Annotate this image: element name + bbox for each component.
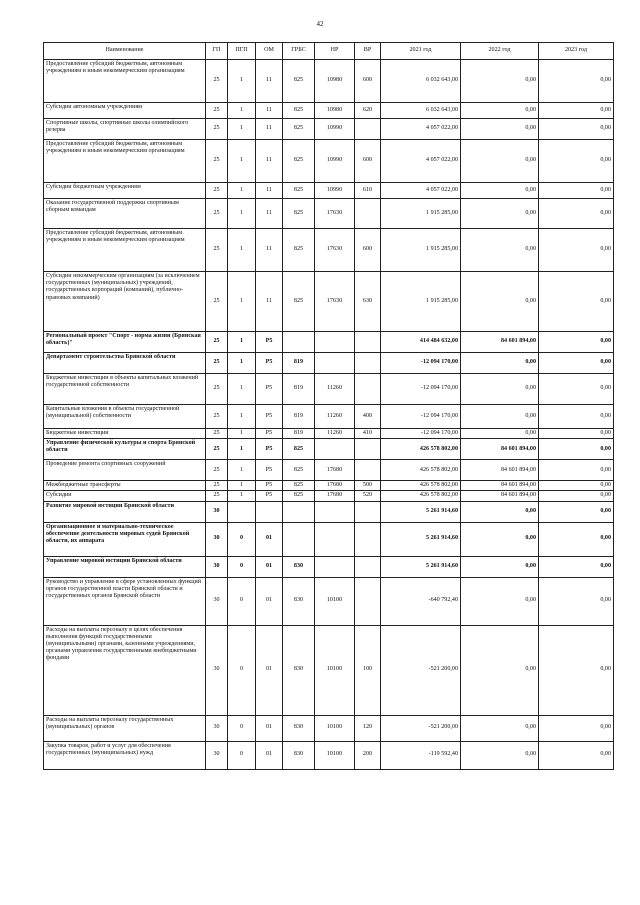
om-cell: 11 [256,199,283,229]
page-number: 42 [316,20,324,28]
row-name-cell: Субсидии [44,491,206,501]
amount-2022-cell: 0,00 [461,199,539,229]
amount-2023-cell: 0,00 [539,460,614,481]
row-name-cell: Организационное и материально-техническое обеспечение деятельности мировых судей Брянской области, их аппарата [44,522,206,556]
nr-cell: 10980 [315,103,355,119]
amount-2021-cell: 1 915 285,00 [381,199,461,229]
header-cell: ВР [355,43,381,60]
grbs-cell: 819 [283,374,315,405]
nr-cell: 17630 [315,229,355,272]
om-cell: P5 [256,439,283,460]
grbs-cell [283,522,315,556]
table-row [44,405,614,429]
amount-2021-cell: 4 057 022,00 [381,140,461,183]
amount-2021-cell: 5 261 914,60 [381,556,461,577]
row-name-cell: Расходы на выплаты персоналу в целях обеспечения выполнения функций государственными (муниципальными) органами, казенными учреждениями, органами управления государственными внебюджетными фондами [44,625,206,715]
row-name-cell: Развитие мировой юстиции Брянской области [44,501,206,522]
table-row [44,439,614,460]
nr-cell: 17680 [315,491,355,501]
gp-cell: 25 [206,199,228,229]
nr-cell: 10990 [315,183,355,199]
vr-cell: 610 [355,183,381,199]
amount-2022-cell: 0,00 [461,353,539,374]
amount-2021-cell: 426 578 802,00 [381,481,461,491]
amount-2021-cell: -640 792,40 [381,577,461,625]
vr-cell [355,199,381,229]
amount-2021-cell: 414 484 632,00 [381,332,461,353]
grbs-cell: 825 [283,460,315,481]
vr-cell: 400 [355,405,381,429]
grbs-cell: 819 [283,353,315,374]
nr-cell: 10990 [315,119,355,140]
row-name-cell: Руководство и управление в сфере установленных функций органов государственной власти Брянской области и государственных органов Брянской области [44,577,206,625]
nr-cell: 17630 [315,272,355,332]
nr-cell: 10980 [315,60,355,103]
table-body [44,60,614,770]
amount-2023-cell: 0,00 [539,60,614,103]
table-row [44,183,614,199]
om-cell: 11 [256,60,283,103]
amount-2022-cell: 0,00 [461,272,539,332]
amount-2023-cell: 0,00 [539,741,614,769]
vr-cell: 100 [355,625,381,715]
amount-2021-cell: -12 094 170,00 [381,405,461,429]
nr-cell: 17680 [315,481,355,491]
amount-2023-cell: 0,00 [539,501,614,522]
gp-cell: 30 [206,556,228,577]
row-name-cell: Бюджетные инвестиции в объекты капитальных вложений государственной собственности [44,374,206,405]
row-name-cell: Оказание государственной поддержки спортивным сборным командам [44,199,206,229]
table-row [44,103,614,119]
gp-cell: 25 [206,405,228,429]
pgp-cell: 0 [228,715,256,741]
nr-cell: 17680 [315,460,355,481]
om-cell: 01 [256,556,283,577]
gp-cell: 25 [206,140,228,183]
om-cell: 11 [256,229,283,272]
amount-2021-cell: 426 578 802,00 [381,460,461,481]
table-row [44,199,614,229]
gp-cell: 30 [206,522,228,556]
row-name-cell: Предоставление субсидий бюджетным, автономным учреждениям и иным некоммерческим организациям [44,60,206,103]
pgp-cell: 1 [228,460,256,481]
row-name-cell: Управление мировой юстиции Брянской области [44,556,206,577]
header-cell: ГП [206,43,228,60]
table-row [44,715,614,741]
amount-2022-cell: 0,00 [461,405,539,429]
gp-cell: 25 [206,374,228,405]
gp-cell: 30 [206,625,228,715]
vr-cell [355,460,381,481]
grbs-cell: 825 [283,140,315,183]
pgp-cell: 1 [228,183,256,199]
amount-2023-cell: 0,00 [539,556,614,577]
vr-cell: 600 [355,229,381,272]
om-cell: P5 [256,332,283,353]
nr-cell [315,522,355,556]
nr-cell: 10100 [315,625,355,715]
row-name-cell: Спортивные школы, спортивные школы олимпийского резерва [44,119,206,140]
grbs-cell: 819 [283,405,315,429]
amount-2021-cell: 5 261 914,60 [381,522,461,556]
row-name-cell: Расходы на выплаты персоналу государственных (муниципальных) органов [44,715,206,741]
amount-2021-cell: 4 057 022,00 [381,183,461,199]
grbs-cell: 825 [283,491,315,501]
amount-2023-cell: 0,00 [539,183,614,199]
nr-cell: 17630 [315,199,355,229]
table-row [44,491,614,501]
amount-2021-cell: 6 032 643,00 [381,60,461,103]
nr-cell: 10990 [315,140,355,183]
amount-2023-cell: 0,00 [539,119,614,140]
table-row [44,119,614,140]
om-cell [256,501,283,522]
amount-2023-cell: 0,00 [539,715,614,741]
gp-cell: 30 [206,741,228,769]
grbs-cell [283,332,315,353]
header-cell: ОМ [256,43,283,60]
om-cell: 11 [256,272,283,332]
om-cell: 11 [256,140,283,183]
amount-2022-cell: 0,00 [461,522,539,556]
table-row [44,140,614,183]
budget-table [43,42,614,770]
amount-2021-cell: -119 592,40 [381,741,461,769]
amount-2022-cell: 0,00 [461,374,539,405]
header-cell: Наименование [44,43,206,60]
amount-2022-cell: 0,00 [461,556,539,577]
gp-cell: 25 [206,353,228,374]
table-row [44,374,614,405]
pgp-cell: 0 [228,556,256,577]
amount-2022-cell: 0,00 [461,229,539,272]
amount-2023-cell: 0,00 [539,374,614,405]
amount-2021-cell: -521 200,00 [381,715,461,741]
amount-2021-cell: 4 057 022,00 [381,119,461,140]
amount-2021-cell: -521 200,00 [381,625,461,715]
vr-cell [355,374,381,405]
nr-cell: 11260 [315,405,355,429]
nr-cell [315,556,355,577]
grbs-cell: 830 [283,741,315,769]
amount-2023-cell: 0,00 [539,577,614,625]
pgp-cell: 1 [228,103,256,119]
gp-cell: 25 [206,60,228,103]
pgp-cell: 1 [228,429,256,439]
row-name-cell: Субсидии автономным учреждениям [44,103,206,119]
pgp-cell: 1 [228,272,256,332]
row-name-cell: Субсидии бюджетным учреждениям [44,183,206,199]
header-cell: 2023 год [539,43,614,60]
gp-cell: 25 [206,481,228,491]
pgp-cell: 1 [228,374,256,405]
vr-cell: 600 [355,140,381,183]
nr-cell: 10100 [315,715,355,741]
vr-cell [355,353,381,374]
amount-2022-cell: 84 601 894,00 [461,332,539,353]
pgp-cell: 1 [228,199,256,229]
amount-2023-cell: 0,00 [539,439,614,460]
vr-cell: 600 [355,60,381,103]
gp-cell: 25 [206,272,228,332]
grbs-cell: 830 [283,556,315,577]
pgp-cell [228,501,256,522]
vr-cell: 200 [355,741,381,769]
amount-2022-cell: 0,00 [461,140,539,183]
pgp-cell: 1 [228,353,256,374]
amount-2023-cell: 0,00 [539,332,614,353]
gp-cell: 30 [206,715,228,741]
table-row [44,272,614,332]
amount-2022-cell: 84 601 894,00 [461,491,539,501]
om-cell: 01 [256,522,283,556]
om-cell: P5 [256,353,283,374]
grbs-cell: 825 [283,119,315,140]
header-cell: 2021 год [381,43,461,60]
header-cell: 2022 год [461,43,539,60]
grbs-cell: 825 [283,229,315,272]
amount-2021-cell: 1 915 285,00 [381,229,461,272]
table-row [44,429,614,439]
amount-2023-cell: 0,00 [539,429,614,439]
pgp-cell: 1 [228,332,256,353]
pgp-cell: 1 [228,229,256,272]
table-row [44,229,614,272]
vr-cell [355,577,381,625]
amount-2023-cell: 0,00 [539,229,614,272]
amount-2023-cell: 0,00 [539,405,614,429]
pgp-cell: 1 [228,405,256,429]
row-name-cell: Бюджетные инвестиции [44,429,206,439]
row-name-cell: Управление физической культуры и спорта Брянской области [44,439,206,460]
om-cell: 01 [256,715,283,741]
amount-2023-cell: 0,00 [539,140,614,183]
amount-2022-cell: 0,00 [461,183,539,199]
pgp-cell: 1 [228,140,256,183]
vr-cell: 120 [355,715,381,741]
amount-2021-cell: -12 094 170,00 [381,374,461,405]
header-row [44,43,614,60]
om-cell: P5 [256,491,283,501]
amount-2022-cell: 0,00 [461,429,539,439]
vr-cell: 620 [355,103,381,119]
amount-2023-cell: 0,00 [539,491,614,501]
row-name-cell: Субсидии некоммерческим организациям (за исключением государственных (муниципальных) учреждений, государственных корпораций (компаний), публично-правовых компаний) [44,272,206,332]
grbs-cell: 825 [283,481,315,491]
vr-cell: 630 [355,272,381,332]
row-name-cell: Закупка товаров, работ и услуг для обеспечения государственных (муниципальных) нужд [44,741,206,769]
pgp-cell: 1 [228,439,256,460]
amount-2022-cell: 0,00 [461,577,539,625]
gp-cell: 25 [206,491,228,501]
amount-2023-cell: 0,00 [539,353,614,374]
table-row [44,556,614,577]
table-row [44,460,614,481]
table-row [44,522,614,556]
amount-2023-cell: 0,00 [539,481,614,491]
grbs-cell: 830 [283,715,315,741]
om-cell: 01 [256,741,283,769]
gp-cell: 25 [206,429,228,439]
pgp-cell: 0 [228,625,256,715]
pgp-cell: 0 [228,741,256,769]
row-name-cell: Департамент строительства Брянской области [44,353,206,374]
row-name-cell: Капитальные вложения в объекты государственной (муниципальной) собственности [44,405,206,429]
grbs-cell: 825 [283,103,315,119]
amount-2023-cell: 0,00 [539,272,614,332]
vr-cell: 410 [355,429,381,439]
om-cell: 01 [256,625,283,715]
header-cell: НР [315,43,355,60]
pgp-cell: 1 [228,119,256,140]
amount-2022-cell: 0,00 [461,103,539,119]
amount-2022-cell: 0,00 [461,715,539,741]
amount-2022-cell: 0,00 [461,741,539,769]
table-row [44,353,614,374]
grbs-cell: 825 [283,60,315,103]
table-row [44,501,614,522]
row-name-cell: Проведение ремонта спортивных сооружений [44,460,206,481]
om-cell: 11 [256,183,283,199]
header-cell: ГРБС [283,43,315,60]
gp-cell: 25 [206,103,228,119]
om-cell: P5 [256,481,283,491]
amount-2023-cell: 0,00 [539,625,614,715]
amount-2023-cell: 0,00 [539,522,614,556]
om-cell: P5 [256,405,283,429]
amount-2021-cell: 6 032 643,00 [381,103,461,119]
amount-2022-cell: 84 601 894,00 [461,481,539,491]
grbs-cell: 825 [283,272,315,332]
amount-2022-cell: 0,00 [461,501,539,522]
vr-cell [355,522,381,556]
nr-cell: 10100 [315,741,355,769]
nr-cell [315,439,355,460]
grbs-cell: 830 [283,625,315,715]
nr-cell [315,353,355,374]
amount-2023-cell: 0,00 [539,199,614,229]
grbs-cell: 825 [283,439,315,460]
nr-cell [315,501,355,522]
gp-cell: 25 [206,332,228,353]
amount-2021-cell: 426 578 802,00 [381,439,461,460]
amount-2022-cell: 84 601 894,00 [461,460,539,481]
table-row [44,625,614,715]
vr-cell [355,501,381,522]
amount-2021-cell: 1 915 285,00 [381,272,461,332]
gp-cell: 25 [206,229,228,272]
pgp-cell: 1 [228,481,256,491]
grbs-cell: 825 [283,183,315,199]
vr-cell [355,119,381,140]
gp-cell: 25 [206,439,228,460]
vr-cell [355,439,381,460]
nr-cell: 11260 [315,374,355,405]
pgp-cell: 0 [228,522,256,556]
amount-2022-cell: 0,00 [461,625,539,715]
gp-cell: 25 [206,460,228,481]
grbs-cell: 830 [283,577,315,625]
header-cell: ПГП [228,43,256,60]
grbs-cell: 825 [283,199,315,229]
pgp-cell: 1 [228,491,256,501]
amount-2021-cell: 426 578 802,00 [381,491,461,501]
table-row [44,60,614,103]
vr-cell [355,332,381,353]
amount-2022-cell: 84 601 894,00 [461,439,539,460]
grbs-cell [283,501,315,522]
gp-cell: 30 [206,501,228,522]
vr-cell: 520 [355,491,381,501]
nr-cell: 10100 [315,577,355,625]
om-cell: P5 [256,429,283,439]
om-cell: 11 [256,103,283,119]
pgp-cell: 0 [228,577,256,625]
table-row [44,481,614,491]
table-row [44,741,614,769]
pgp-cell: 1 [228,60,256,103]
gp-cell: 25 [206,183,228,199]
vr-cell: 500 [355,481,381,491]
amount-2021-cell: 5 261 914,60 [381,501,461,522]
om-cell: 11 [256,119,283,140]
row-name-cell: Региональный проект "Спорт - норма жизни (Брянская область)" [44,332,206,353]
amount-2023-cell: 0,00 [539,103,614,119]
gp-cell: 30 [206,577,228,625]
nr-cell: 11260 [315,429,355,439]
om-cell: P5 [256,460,283,481]
amount-2021-cell: -12 094 170,00 [381,353,461,374]
om-cell: 01 [256,577,283,625]
gp-cell: 25 [206,119,228,140]
amount-2022-cell: 0,00 [461,119,539,140]
amount-2021-cell: -12 094 170,00 [381,429,461,439]
vr-cell [355,556,381,577]
table-row [44,332,614,353]
table-row [44,577,614,625]
row-name-cell: Предоставление субсидий бюджетным, автономным учреждениям и иным некоммерческим организациям [44,140,206,183]
row-name-cell: Предоставление субсидий бюджетным, автономным учреждениям и иным некоммерческим организациям [44,229,206,272]
om-cell: P5 [256,374,283,405]
amount-2022-cell: 0,00 [461,60,539,103]
nr-cell [315,332,355,353]
row-name-cell: Межбюджетные трансферты [44,481,206,491]
grbs-cell: 819 [283,429,315,439]
